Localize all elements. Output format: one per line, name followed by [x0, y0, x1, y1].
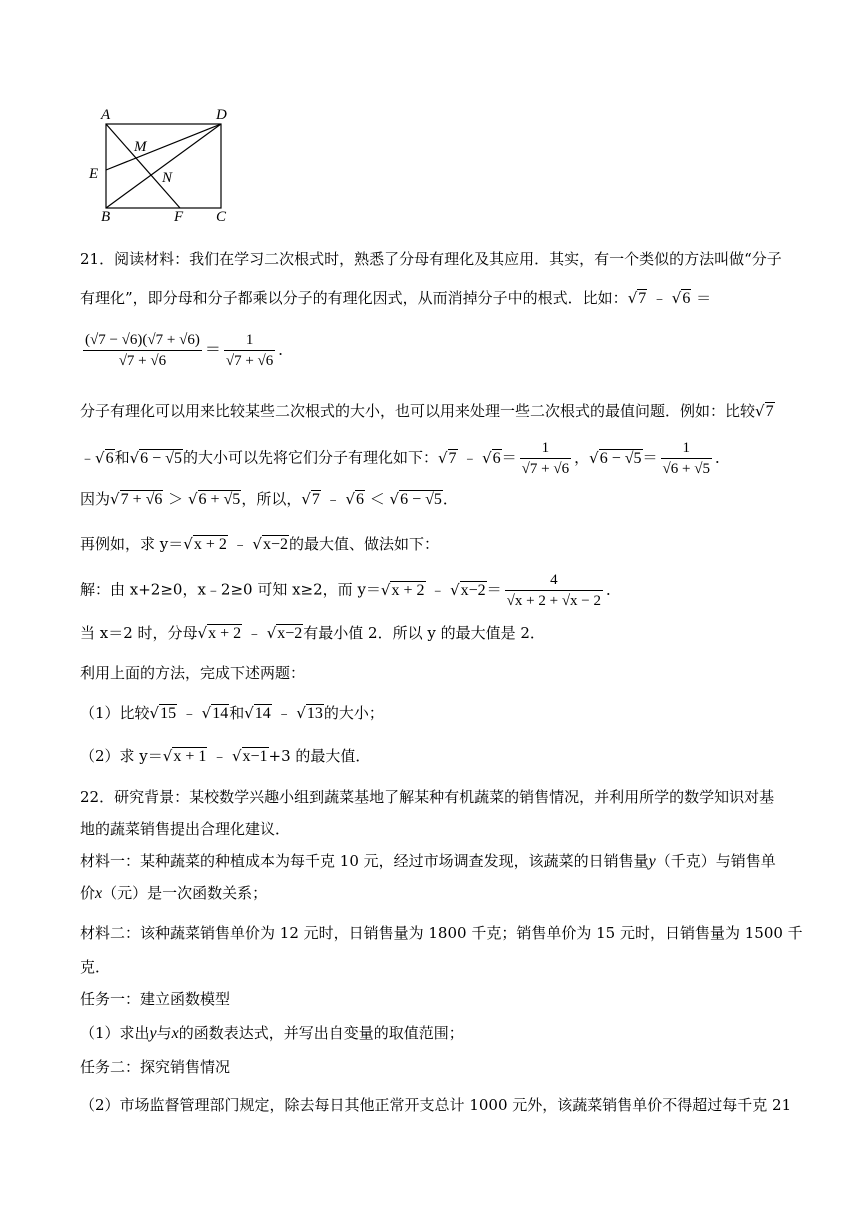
- sqrt-x-plus-2: √x + 2: [380, 580, 425, 599]
- sqrt-6-minus-sqrt-5: √6 − √5: [129, 448, 182, 467]
- label-d: D: [216, 107, 227, 123]
- sqrt-x-plus-1: √x + 1: [162, 747, 207, 765]
- sqrt-14: √14: [244, 704, 271, 722]
- label-n: N: [162, 170, 173, 186]
- q22-task-1: 任务一：建立函数模型: [80, 990, 231, 1008]
- q21-line-6: 因为√7 + √6 ＞ √6 + √5，所以，√7 ﹣ √6 ＜ √6 − √5．: [80, 488, 782, 511]
- q21-line-2: [80, 287, 782, 310]
- q21-l2-text: 有理化”，即分母和分子都乘以分子的有理化因式，从而消掉分子中的根式．比如：: [80, 289, 628, 307]
- label-a: A: [101, 107, 111, 123]
- label-b: B: [101, 209, 111, 225]
- q22-material-1: 材料一：某种蔬菜的种植成本为每千克 10 元，经过市场调查发现，该蔬菜的日销售量y（千克）与销售单: [80, 852, 776, 870]
- q22-part-1: （1）求出y与x的函数表达式，并写出自变量的取值范围；: [80, 1024, 464, 1042]
- q22-part-2: （2）市场监督管理部门规定，除去每日其他正常开支总计 1000 元外，该蔬菜销售单价不得超过每千克 21: [80, 1096, 792, 1114]
- sqrt-13: √13: [296, 704, 323, 722]
- minus-sign: ﹣: [647, 289, 672, 307]
- sqrt-7: √7: [627, 289, 647, 307]
- sqrt-x-plus-2: √x + 2: [197, 624, 242, 642]
- sqrt-x-minus-2: √x−2: [252, 535, 288, 553]
- q21-line-9: 当 x＝2 时，分母√x + 2 ﹣ √x−2有最小值 2．所以 y 的最大值是 2．: [80, 622, 782, 645]
- sqrt-sum-b: √6 + √5: [187, 490, 241, 508]
- q22-line-4: 价x（元）是一次函数关系；: [80, 884, 268, 902]
- segment-ed: [106, 124, 221, 170]
- q21-line-7: 再例如，求 y＝√x + 2 ﹣ √x−2的最大值、做法如下：: [80, 533, 782, 556]
- label-f: F: [174, 209, 184, 225]
- q21-line-5: ﹣√6和√6 − √5的大小可以先将它们分子有理化如下：√7 ﹣ √6＝ $\frac{1}{√7 + √6}$ ，√6 − √5＝ $\frac{1}{√6 + √5}$ ．: [80, 440, 730, 477]
- q22-material-2: 材料二：该种蔬菜销售单价为 12 元时，日销售量为 1800 千克；销售单价为 15 元时，日销售量为 1500 千: [80, 924, 803, 942]
- sqrt-6: √6: [95, 448, 114, 467]
- sqrt-x-minus-2: √x−2: [266, 624, 303, 642]
- fraction-y: $\frac{4}{√x + 2 + √x - 2}$: [506, 572, 602, 609]
- sqrt-7: √7: [437, 448, 457, 467]
- sqrt-7: √7: [301, 490, 320, 508]
- sqrt-sum-a: √7 + √6: [110, 490, 163, 508]
- equals-sign: ＝: [691, 289, 712, 307]
- rectangle-figure: [86, 106, 246, 226]
- sqrt-6-minus-sqrt-5: √6 − √5: [389, 490, 442, 508]
- q21-line-3: $\frac{(√7 - √6)(√7 + √6)}{√7 + √6}$ ＝ $\frac{1}{√7 + √6}$ ．: [85, 332, 294, 369]
- fraction-rationalize: $\frac{(√7 - √6)(√7 + √6)}{√7 + √6}$: [85, 332, 200, 369]
- sqrt-6: √6: [482, 448, 501, 467]
- fraction-a: $\frac{1}{√7 + √6}$: [521, 440, 570, 477]
- q22-line-2: 地的蔬菜销售提出合理化建议．: [80, 820, 291, 838]
- segment-bd: [106, 124, 221, 208]
- sqrt-x-plus-2: √x + 2: [183, 535, 227, 553]
- sqrt-6: √6: [345, 490, 364, 508]
- q21-line-1: 21．阅读材料：我们在学习二次根式时，熟悉了分母有理化及其应用．其实，有一个类似的方法叫做“分子: [80, 250, 782, 268]
- q21-line-8: 解：由 x+2≥0，x﹣2≥0 可知 x≥2，而 y＝√x + 2 ﹣ √x−2＝ $\frac{4}{√x + 2 + √x - 2}$ ．: [80, 572, 622, 609]
- q22-line-1: 22．研究背景：某校数学兴趣小组到蔬菜基地了解某种有机蔬菜的销售情况，并利用所学的数学知识对基: [80, 788, 775, 806]
- sqrt-7: √7: [755, 402, 774, 420]
- fraction-result: $\frac{1}{√7 + √6}$: [225, 332, 274, 369]
- label-m: M: [134, 139, 147, 155]
- q22-task-2: 任务二：探究销售情况: [80, 1058, 231, 1076]
- q22-line-6: 克．: [80, 958, 111, 976]
- q21-line-4: 分子有理化可以用来比较某些二次根式的大小，也可以用来处理一些二次根式的最值问题．例如：比较√7: [80, 400, 782, 423]
- equals-sign: ＝: [204, 341, 221, 359]
- sqrt-x-minus-2: √x−2: [450, 580, 486, 599]
- q21-part-2: （2）求 y＝√x + 1 ﹣ √x−1+3 的最大值．: [80, 745, 782, 768]
- q21-part-1: （1）比较√15 ﹣ √14和√14 ﹣ √13的大小；: [80, 702, 782, 725]
- label-e: E: [89, 166, 99, 182]
- sqrt-6-minus-sqrt-5: √6 − √5: [589, 448, 642, 467]
- sqrt-6: √6: [671, 289, 691, 307]
- q21-line-10: 利用上面的方法，完成下述两题：: [80, 664, 306, 682]
- sqrt-15: √15: [149, 704, 177, 722]
- sqrt-14: √14: [201, 704, 229, 722]
- label-c: C: [216, 209, 227, 225]
- fraction-b: $\frac{1}{√6 + √5}$: [662, 440, 710, 477]
- sqrt-x-minus-1: √x−1: [231, 747, 268, 765]
